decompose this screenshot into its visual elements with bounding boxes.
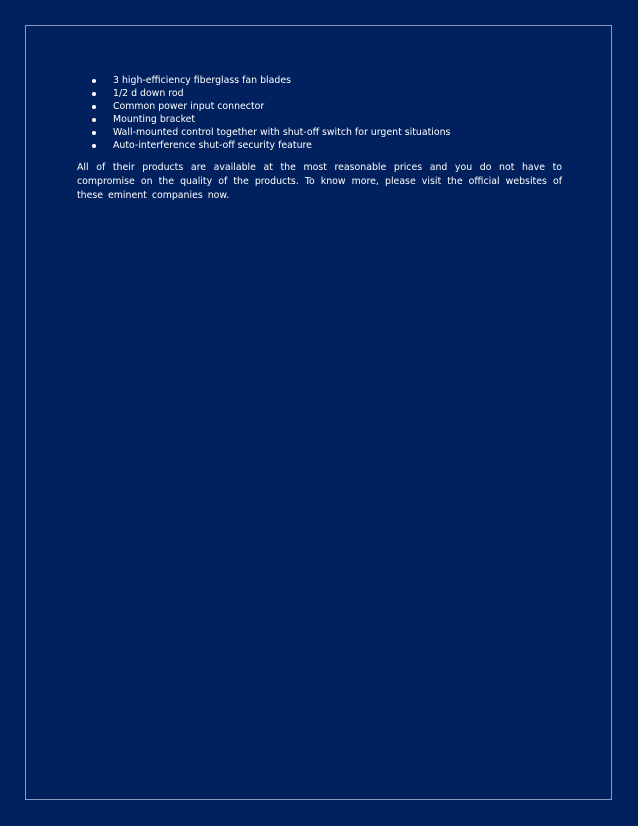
list-item-text: 3 high-efficiency fiberglass fan blades — [113, 75, 291, 86]
list-item-text: Wall-mounted control together with shut-off switch for urgent situations — [113, 127, 451, 138]
bullet-icon — [92, 105, 96, 109]
list-item-text: Auto-interference shut-off security feature — [113, 140, 312, 151]
bullet-icon — [92, 118, 96, 122]
bullet-icon — [92, 92, 96, 96]
list-item-text: 1/2 d down rod — [113, 88, 184, 99]
list-item-text: Mounting bracket — [113, 114, 196, 125]
bullet-icon — [92, 79, 96, 83]
closing-paragraph: All of their products are available at the most reasonable prices and you do not have to compromise on the quality of the products. To know more, please visit the official websites of these eminent companies now. — [77, 162, 562, 201]
bullet-icon — [92, 131, 96, 135]
bullet-icon — [92, 144, 96, 148]
list-item-text: Common power input connector — [113, 101, 265, 112]
